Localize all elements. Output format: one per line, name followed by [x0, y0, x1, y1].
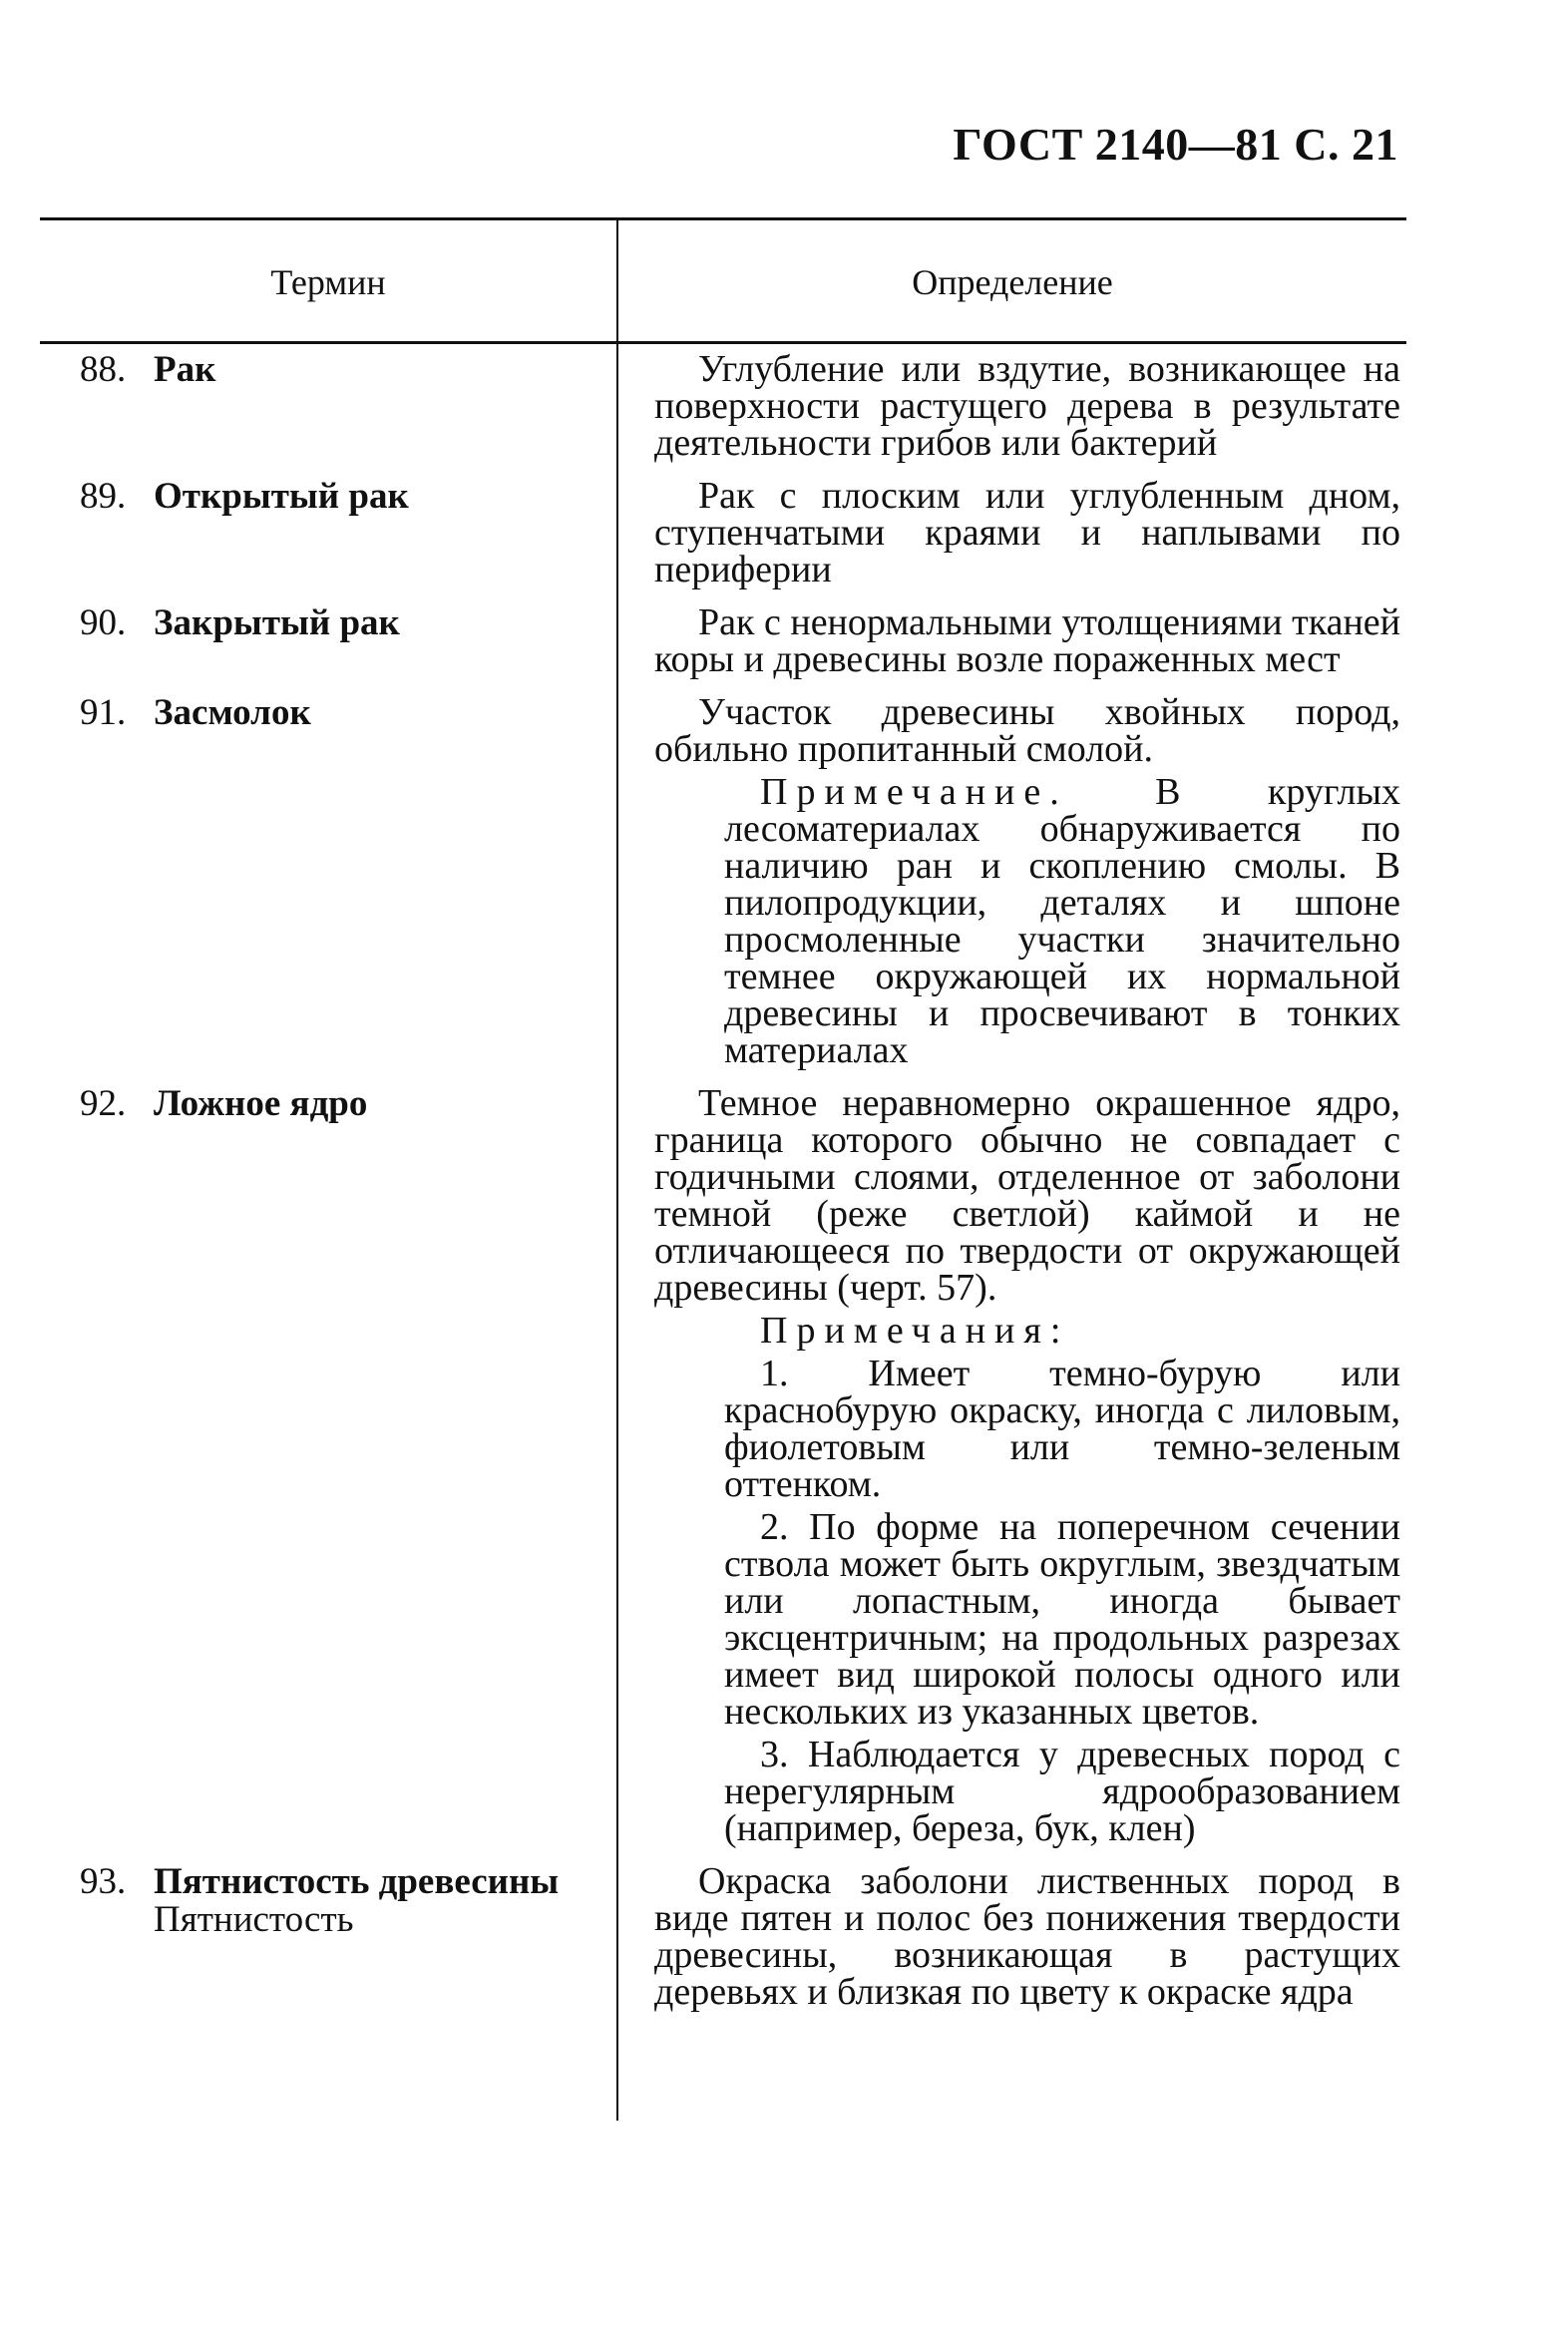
term-name: Ложное ядро — [154, 1083, 368, 1124]
definition-cell — [616, 1859, 1406, 2017]
page-header: ГОСТ 2140—81 С. 21 — [953, 119, 1398, 170]
term-number: 91. — [80, 692, 127, 733]
term-name: Закрытый рак — [154, 602, 400, 643]
definition-cell — [616, 600, 1406, 684]
term-cell — [40, 600, 616, 684]
table-top-rule — [40, 217, 1406, 220]
note-item: 2. По форме на поперечном сечении ствола может быть округлым, звездчатым или лопастным, иногда бывает эксцентричным; на продольных разрезах имеет вид широкой полосы одного или нескольких из указанных цветов. — [724, 1506, 1400, 1733]
term-number: 88. — [80, 349, 127, 390]
note-text: В круглых лесоматериалах обнаруживается по наличию ран и скоплению смолы. В пилопродукции, деталях и шпоне просмоленные участки значительно темнее окружающей их нормальной древесины и просвечивают в тонких материалах — [724, 771, 1400, 1071]
note-label: Примечание. — [760, 771, 1068, 813]
definition-text: Участок древесины хвойных пород, обильно пропитанный смолой. — [654, 691, 1400, 770]
column-header-definition: Определение — [912, 262, 1113, 302]
term-name: Засмолок — [154, 692, 311, 733]
term-number: 90. — [80, 602, 127, 643]
definition-cell — [616, 690, 1406, 1075]
term-name: Открытый рак — [154, 476, 409, 517]
note-paragraph — [724, 771, 1400, 1071]
definition-text: Рак с ненормальными утолщениями тканей коры и древесины возле пораженных мест — [654, 601, 1400, 680]
table-row — [40, 347, 1406, 468]
term-name-group — [154, 1863, 559, 2017]
definition-text: Темное неравномерно окрашенное ядро, граница которого обычно не совпадает с годичными слоями, отделенное от заболони темной (реже светлой) каймой и не отличающееся по твердости от окружающей древесины (черт. 57). — [654, 1082, 1400, 1309]
table-body — [40, 343, 1406, 2023]
table-row — [40, 1859, 1406, 2017]
term-cell — [40, 474, 616, 594]
table-row — [40, 600, 1406, 684]
term-name: Рак — [154, 349, 216, 390]
term-number: 93. — [80, 1861, 127, 1902]
definition-cell — [616, 474, 1406, 594]
term-number: 89. — [80, 476, 127, 517]
table-row — [40, 474, 1406, 594]
term-cell — [40, 1859, 616, 2017]
term-number: 92. — [80, 1083, 127, 1124]
notes-label: Примечания: — [760, 1310, 1070, 1352]
definition-cell — [616, 347, 1406, 468]
table-row — [40, 1081, 1406, 1853]
notes-label-paragraph — [724, 1310, 1400, 1352]
term-name: Пятнистость древесины — [154, 1861, 560, 1902]
definition-text: Рак с плоским или углубленным дном, ступенчатыми краями и наплывами по периферии — [654, 475, 1400, 590]
term-cell — [40, 347, 616, 468]
terms-table — [40, 217, 1406, 2123]
definition-cell — [616, 1081, 1406, 1853]
table-row — [40, 690, 1406, 1075]
term-cell — [40, 690, 616, 1075]
definition-text: Окраска заболони лиственных пород в виде пятен и полос без понижения твердости древесины, возникающая в растущих деревьях и близкая по цвету к окраске ядра — [654, 1860, 1400, 2013]
column-header-term: Термин — [270, 262, 386, 302]
term-synonym: Пятнистость — [154, 1899, 354, 1940]
term-cell — [40, 1081, 616, 1853]
note-item: 1. Имеет темно-бурую или краснобурую окраску, иногда с лиловым, фиолетовым или темно-зеленым оттенком. — [724, 1353, 1400, 1505]
note-item: 3. Наблюдается у древесных пород с нерегулярным ядрообразованием (например, береза, бук, клен) — [724, 1734, 1400, 1849]
definition-text: Углубление или вздутие, возникающее на поверхности растущего дерева в результате деятельности грибов или бактерий — [654, 348, 1400, 464]
